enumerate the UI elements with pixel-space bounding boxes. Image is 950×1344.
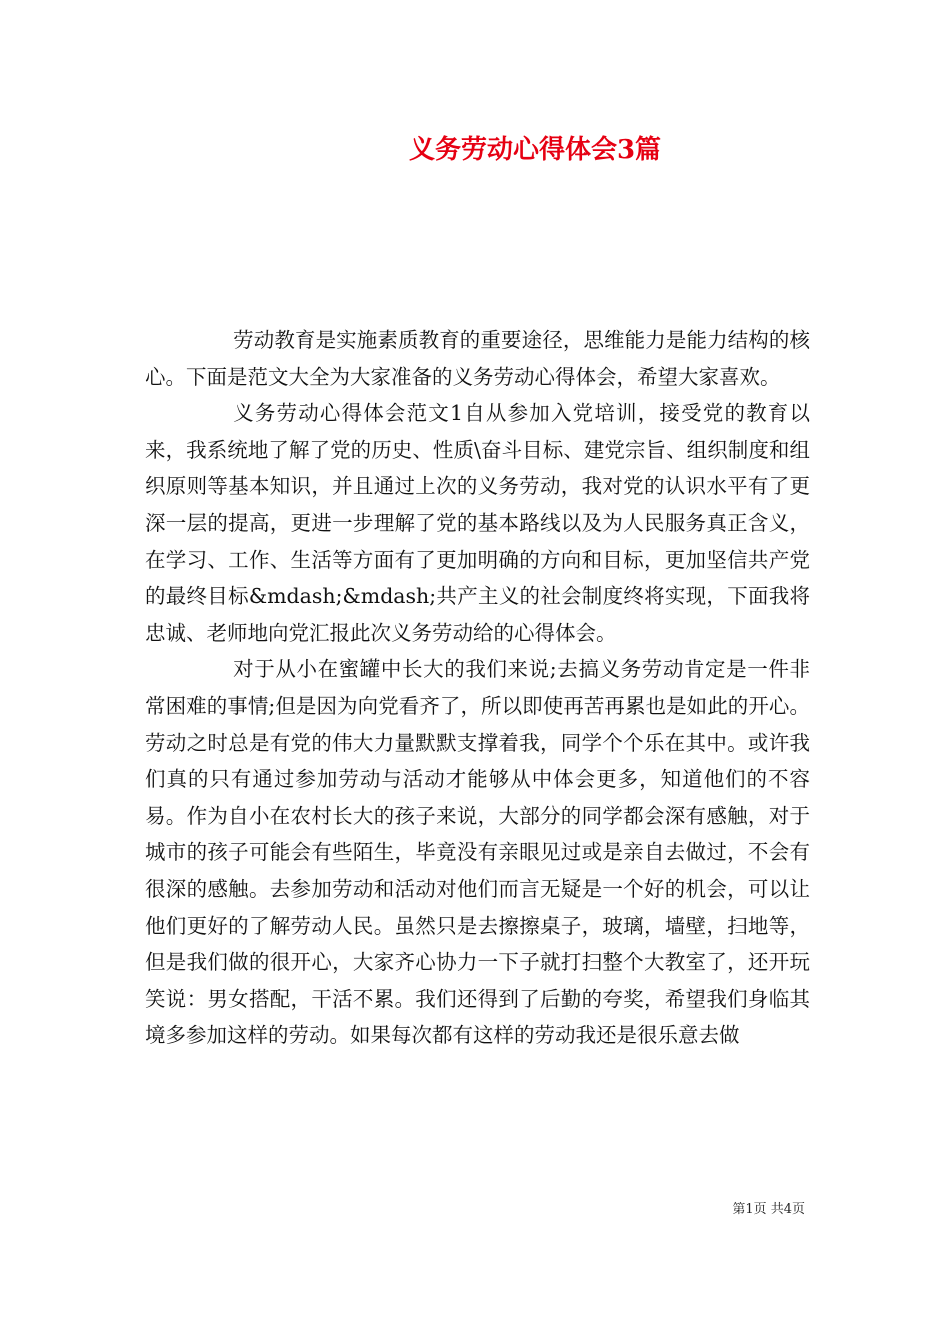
page-number-footer: 第1页 共4页 — [732, 1202, 805, 1217]
document-body — [145, 322, 810, 1054]
paragraph-labor-experience: 对于从小在蜜罐中长大的我们来说;去搞义务劳动肯定是一件非常困难的事情;但是因为向党看齐了，所以即使再苦再累也是如此的开心。劳动之时总是有党的伟大力量默默支撑着我，同学个个乐在其中。或许我们真的只有通过参加劳动与活动才能够从中体会更多，知道他们的不容易。作为自小在农村长大的孩子来说，大部分的同学都会深有感触，对于城市的孩子可能会有些陌生，毕竟没有亲眼见过或是亲自去做过，不会有很深的感触。去参加劳动和活动对他们而言无疑是一个好的机会，可以让他们更好的了解劳动人民。虽然只是去擦擦桌子，玻璃，墙壁，扫地等，但是我们做的很开心，大家齐心协力一下子就打扫整个大教室了，还开玩笑说：男女搭配，干活不累。我们还得到了后勤的夸奖，希望我们身临其境多参加这样的劳动。如果每次都有这样的劳动我还是很乐意去做 — [145, 657, 810, 1048]
document-title: 义务劳动心得体会3篇 — [408, 135, 662, 165]
paragraph-essay-1: 义务劳动心得体会范文1自从参加入党培训，接受党的教育以来，我系统地了解了党的历史、性质\奋斗目标、建党宗旨、组织制度和组织原则等基本知识，并且通过上次的义务劳动，我对党的认识水平有了更深一层的提高，更进一步理解了党的基本路线以及为人民服务真正含义，在学习、工作、生活等方面有了更加明确的方向和目标，更加坚信共产党的最终目标&mdash;&mdash;共产主义的社会制度终将实现，下面我将忠诚、老师地向党汇报此次义务劳动给的心得体会。 — [145, 401, 810, 645]
paragraph-intro: 劳动教育是实施素质教育的重要途径，思维能力是能力结构的核心。下面是范文大全为大家准备的义务劳动心得体会，希望大家喜欢。 — [145, 328, 810, 389]
